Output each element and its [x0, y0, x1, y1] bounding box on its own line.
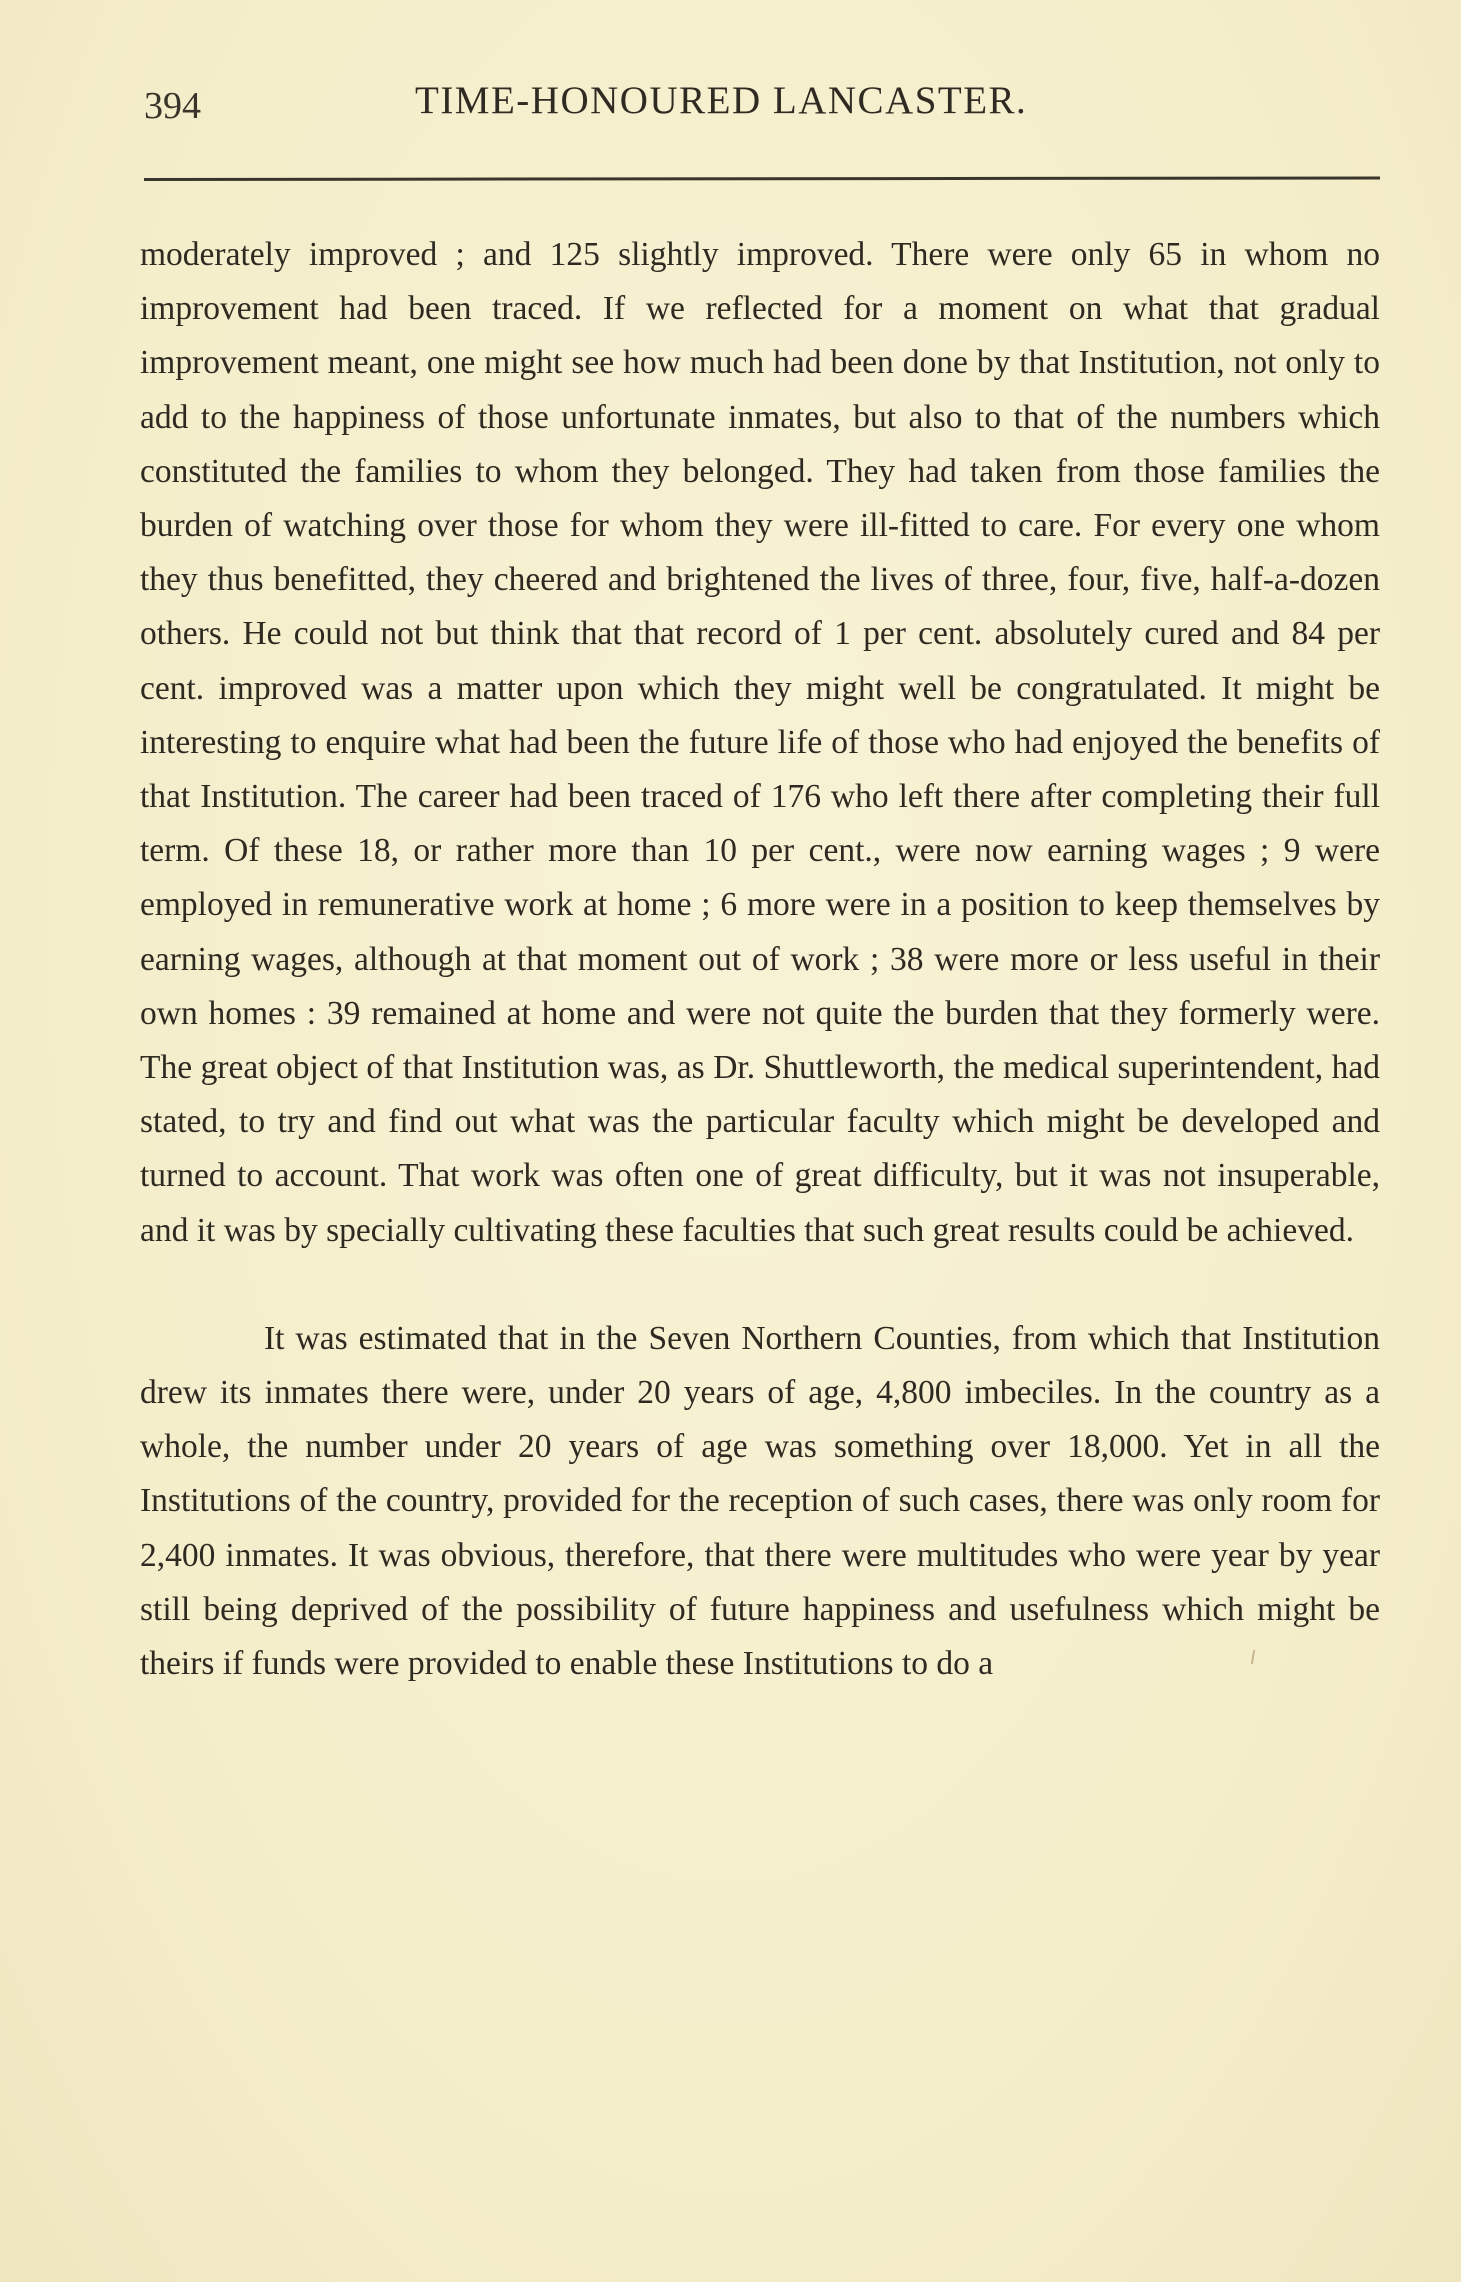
page-number: 394 [144, 85, 201, 127]
paragraph: moderately improved ; and 125 slightly improved. There were only 65 in whom no improvement had been traced. If we reflected for a moment on what that gradual improvement meant, one might see how much had been done by that Institution, not only to add to the happiness of those unfortunate inmates, but also to that of the numbers which constituted the families to whom they belonged. They had taken from those families the burden of watching over those for whom they were ill-fitted to care. For every one whom they thus benefitted, they cheered and brightened the lives of three, four, five, half-a-dozen others. He could not but think that that record of 1 per cent. absolutely cured and 84 per cent. improved was a matter upon which they might well be congratulated. It might be interesting to enquire what had been the future life of those who had enjoyed the benefits of that Institution. The career had been traced of 176 who left there after completing their full term. Of these 18, or rather more than 10 per cent., were now earning wages ; 9 were employed in remunerative work at home ; 6 more were in a position to keep themselves by earning wages, although at that moment out of work ; 38 were more or less useful in their own homes : 39 remained at home and were not quite the burden that they formerly were. The great object of that Institution was, as Dr. Shuttleworth, the medical superintendent, had stated, to try and find out what was the particular faculty which might be developed and turned to account. That work was often one of great difficulty, but it was not insuperable, and it was by specially cultivating these faculties that such great results could be achieved. [140, 236, 1380, 1249]
header-rule [144, 176, 1380, 181]
running-head: TIME-HONOURED LANCASTER. [415, 79, 1028, 122]
body-text [140, 228, 1380, 1691]
paragraph: It was estimated that in the Seven Northern Counties, from which that Institution drew its inmates there were, under 20 years of age, 4,800 imbeciles. In the country as a whole, the number under 20 years of age was something over 18,000. Yet in all the Institutions of the country, provided for the reception of such cases, there was only room for 2,400 inmates. It was obvious, therefore, that there were multitudes who were year by year still being deprived of the possibility of future happiness and usefulness which might be theirs if funds were provided to enable these Institutions to do a [140, 1319, 1380, 1683]
page-header [140, 78, 1380, 138]
